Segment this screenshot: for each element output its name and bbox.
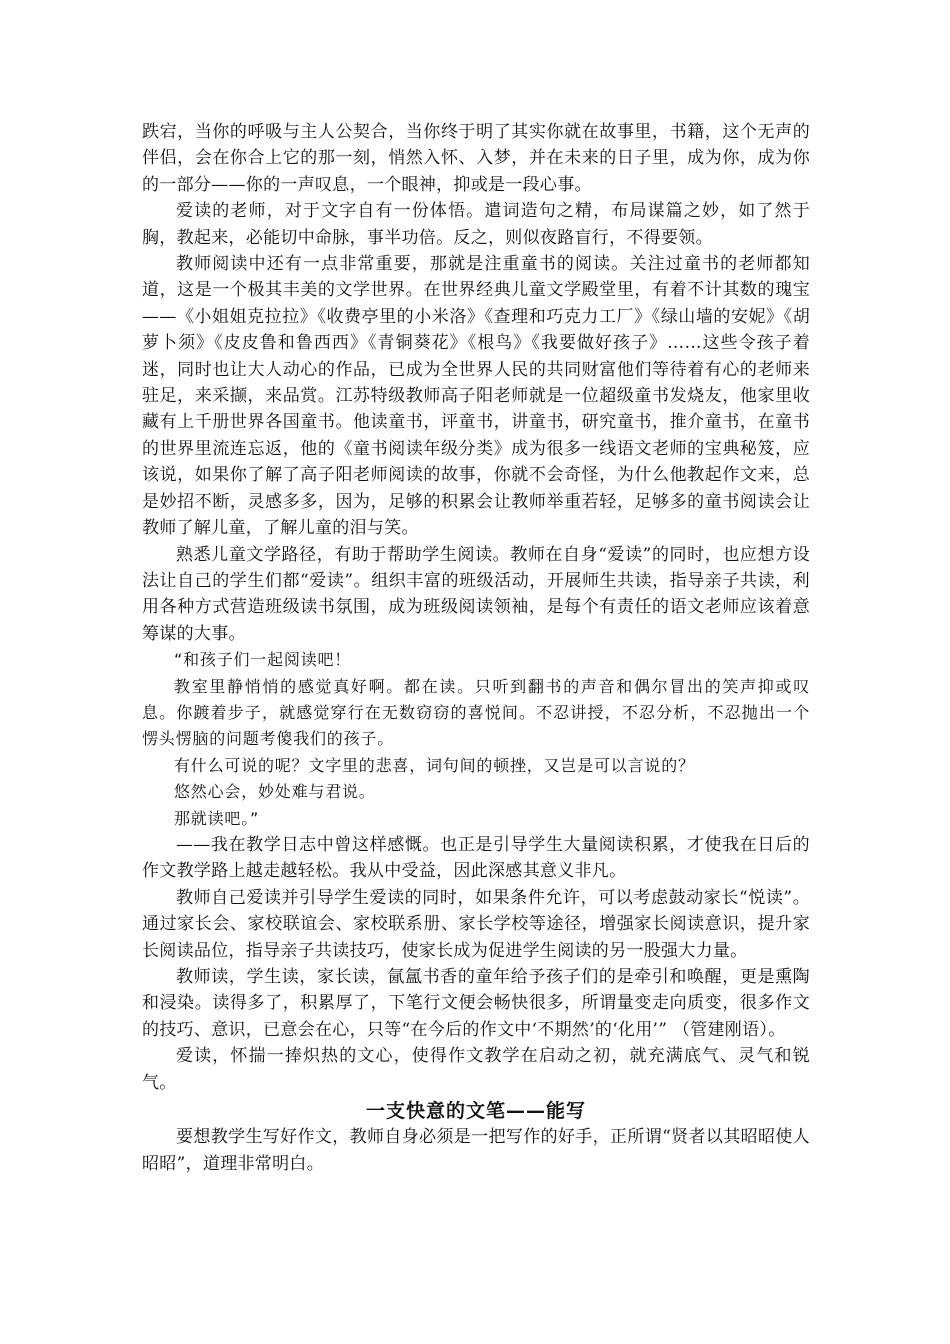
paragraph-teaching-log: ——我在教学日志中曾这样感慨。也正是引导学生大量阅读积累，才使我在日后的作文教学路上越走越轻松。我从中受益，因此深感其意义非凡。 — [142, 834, 810, 882]
paragraph-love-reading: 爱读，怀揣一捧炽热的文心，使得作文教学在启动之初，就充满底气、灵气和锐气。 — [142, 1046, 810, 1093]
paragraph-everyone-reads: 教师读，学生读，家长读，氤氲书香的童年给予孩子们的是牵引和唤醒，更是熏陶和浸染。读得多了，积累厚了，下笔行文便会畅快很多，所谓量变走向质变，很多作文的技巧、意识，已意会在心，只等“在今后的作文中‘不期然’的‘化用’” （管建刚语）。 — [142, 967, 810, 1040]
quote-line: 那就读吧。” — [174, 808, 260, 828]
paragraph-continuation: 跌宕，当你的呼吸与主人公契合，当你终于明了其实你就在故事里，书籍，这个无声的伴侣，会在你合上它的那一刻，悄然入怀、入梦，并在未来的日子里，成为你，成为你的一部分——你的一声叹息，一个眼神，抑或是一段心事。 — [142, 122, 810, 195]
section-heading: 一支快意的文笔——能写 — [365, 1100, 586, 1123]
quote-line: “和孩子们一起阅读吧！ — [174, 650, 352, 670]
quote-line: 教室里静悄悄的感觉真好啊。都在读。只听到翻书的声音和偶尔冒出的笑声抑或叹息。你踱着步子，就感觉穿行在无数窃窃的喜悦间。不忍讲授，不忍分析，不忍抛出一个愣头愣脑的问题考傻我们的孩子。 — [142, 676, 810, 749]
paragraph-parents-reading: 教师自己爱读并引导学生爱读的同时，如果条件允许，可以考虑鼓动家长“悦读”。通过家长会、家校联谊会、家校联系册、家长学校等途径，增强家长阅读意识，提升家长阅读品位，指导亲子共读技巧，使家长成为促进学生阅读的另一股强大力量。 — [142, 887, 810, 961]
paragraph-writing-teacher: 要想教学生写好作文，教师自身必须是一把写作的好手，正所谓“贤者以其昭昭使人昭昭”，道理非常明白。 — [142, 1127, 810, 1174]
quote-line: 有什么可说的呢？文字里的悲喜，词句间的顿挫，又岂是可以言说的？ — [174, 755, 695, 775]
document-page — [142, 119, 810, 1177]
paragraph-class-reading: 熟悉儿童文学路径，有助于帮助学生阅读。教师在自身“爱读”的同时，也应想方设法让自己的学生们都“爱读”。组织丰富的班级活动，开展师生共读，指导亲子共读，利用各种方式营造班级读书氛围，成为班级阅读领袖，是每个有责任的语文老师应该着意筹谋的大事。 — [142, 544, 810, 644]
paragraph-reading-teacher: 爱读的老师，对于文字自有一份体悟。遣词造句之精，布局谋篇之妙，如了然于胸，教起来，必能切中命脉，事半功倍。反之，则似夜路盲行，不得要领。 — [142, 201, 810, 248]
quote-line: 悠然心会，妙处难与君说。 — [174, 782, 376, 802]
paragraph-childrens-books: 教师阅读中还有一点非常重要，那就是注重童书的阅读。关注过童书的老师都知道，这是一个极其丰美的文学世界。在世界经典儿童文学殿堂里，有着不计其数的瑰宝——《小姐姐克拉拉》《收费亭里的小米洛》《查理和巧克力工厂》《绿山墙的安妮》《胡萝卜须》《皮皮鲁和鲁西西》《青铜葵花》《根鸟》《我要做好孩子》……这些令孩子着迷，同时也让大人动心的作品，已成为全世界人民的共同财富他们等待着有心的老师来驻足，来采撷，来品赏。江苏特级教师高子阳老师就是一位超级童书发烧友，他家里收藏有上千册世界各国童书。他读童书，评童书，讲童书，研究童书，推介童书，在童书的世界里流连忘返，他的《童书阅读年级分类》成为很多一线语文老师的宝典秘笈，应该说，如果你了解了高子阳老师阅读的故事，你就不会奇怪，为什么他教起作文来，总是妙招不断，灵感多多，因为，足够的积累会让教师举重若轻，足够多的童书阅读会让教师了解儿童，了解儿童的泪与笑。 — [142, 254, 810, 539]
